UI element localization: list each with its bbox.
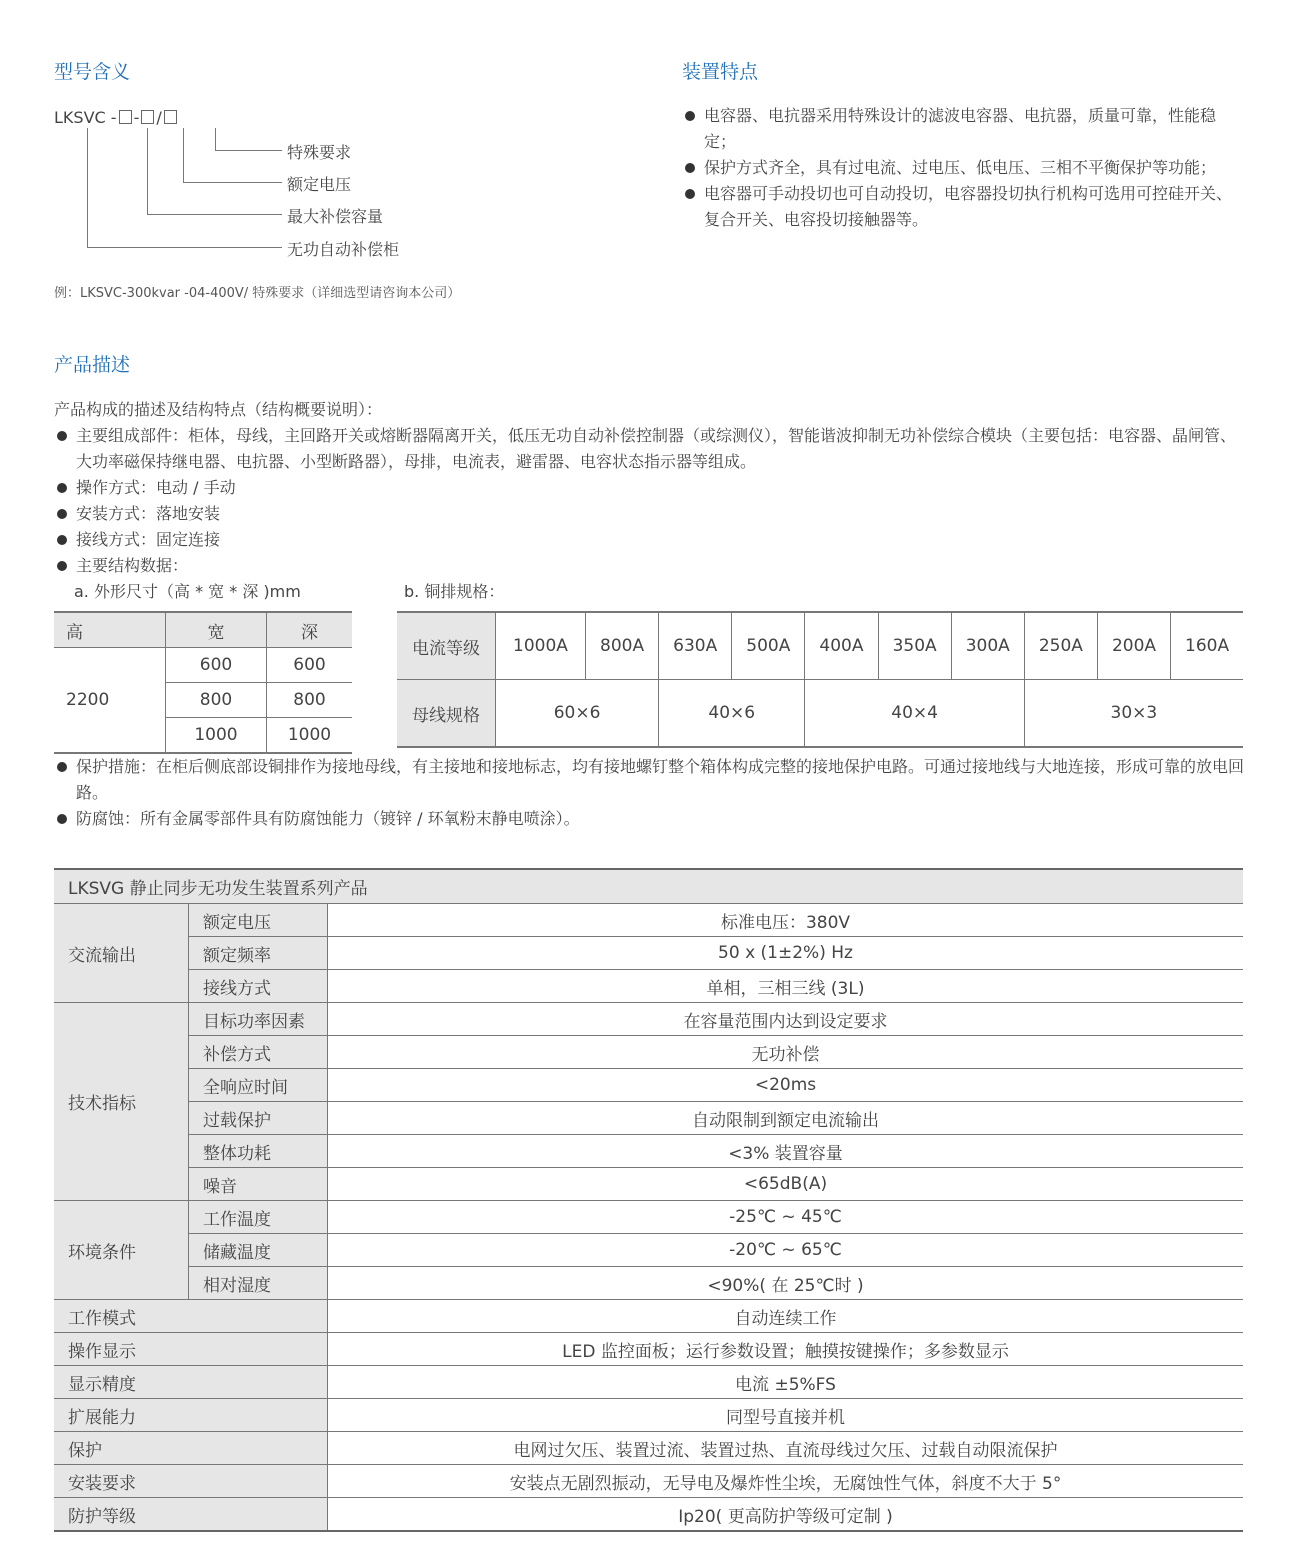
spec-row-label: 扩展能力 xyxy=(54,1399,328,1432)
spec-table-caption: LKSVG 静止同步无功发生装置系列产品 xyxy=(54,869,1243,904)
spec-row-value: 自动连续工作 xyxy=(328,1300,1244,1333)
model-code-prefix: LKSVC xyxy=(54,108,106,127)
description-list xyxy=(54,423,1244,579)
busbar-caption: b. 铜排规格： xyxy=(404,582,505,601)
dims-cell: 600 xyxy=(166,648,267,683)
dims-header-depth: 深 xyxy=(267,612,353,648)
dims-height-value: 2200 xyxy=(54,648,166,754)
spec-row-label: 额定电压 xyxy=(189,904,328,937)
feature-item: 保护方式齐全，具有过电流、过电压、低电压、三相不平衡保护等功能； xyxy=(682,155,1244,181)
model-code-sep: - xyxy=(133,108,140,127)
spec-row-value: 同型号直接并机 xyxy=(328,1399,1244,1432)
feature-item: 电容器、电抗器采用特殊设计的滤波电容器、电抗器，质量可靠，性能稳定； xyxy=(682,103,1244,155)
spec-row-value: -25℃ ~ 45℃ xyxy=(328,1201,1244,1234)
spec-row-value: 安装点无剧烈振动，无导电及爆炸性尘埃，无腐蚀性气体，斜度不大于 5° xyxy=(328,1465,1244,1498)
dims-cell: 800 xyxy=(267,683,353,718)
spec-row-label: 接线方式 xyxy=(189,970,328,1003)
spec-group-label: 环境条件 xyxy=(54,1201,189,1300)
busbar-table xyxy=(397,611,1243,748)
dims-header-height: 高 xyxy=(54,612,166,648)
description-intro: 产品构成的描述及结构特点（结构概要说明）： xyxy=(54,400,383,419)
spec-row-label: 保护 xyxy=(54,1432,328,1465)
spec-row-value: -20℃ ~ 65℃ xyxy=(328,1234,1244,1267)
model-meaning-title: 型号含义 xyxy=(54,61,131,83)
dims-cell: 1000 xyxy=(287,725,332,745)
bracket-line xyxy=(183,182,282,183)
bracket-line xyxy=(215,128,216,150)
dimensions-table xyxy=(54,611,352,754)
dims-cell: 1000 xyxy=(166,718,267,754)
bracket-line xyxy=(215,150,282,151)
spec-row-value: 自动限制到额定电流输出 xyxy=(328,1102,1244,1135)
spec-row-label: 相对湿度 xyxy=(189,1267,328,1300)
busbar-current: 300A xyxy=(951,612,1024,680)
spec-row-value: 单相，三相三线 (3L) xyxy=(328,970,1244,1003)
busbar-current: 350A xyxy=(878,612,951,680)
dims-header-width: 宽 xyxy=(166,612,267,648)
placeholder-box-icon xyxy=(141,110,154,124)
spec-row-value: <3% 装置容量 xyxy=(328,1135,1244,1168)
description-item: 接线方式：固定连接 xyxy=(54,527,1244,553)
feature-item: 电容器可手动投切也可自动投切，电容器投切执行机构可选用可控硅开关、复合开关、电容投切接触器等。 xyxy=(682,181,1244,233)
bracket-line xyxy=(87,128,88,247)
bracket-line xyxy=(87,247,282,248)
spec-row-label: 工作模式 xyxy=(54,1300,328,1333)
description-item: 防腐蚀：所有金属零部件具有防腐蚀能力（镀锌 / 环氧粉末静电喷涂）。 xyxy=(54,806,1244,832)
spec-row-label: 补偿方式 xyxy=(189,1036,328,1069)
spec-row-value: <90%( 在 25℃时 ) xyxy=(328,1267,1244,1300)
spec-row-label: 过载保护 xyxy=(189,1102,328,1135)
spec-row-value: Ip20( 更高防护等级可定制 ) xyxy=(678,1506,893,1527)
busbar-current: 630A xyxy=(659,612,732,680)
bracket-line xyxy=(183,128,184,182)
spec-row-value: 标准电压：380V xyxy=(328,904,1244,937)
busbar-spec: 30×3 xyxy=(1110,703,1158,723)
model-example: 例：LKSVC-300kvar -04-400V/ 特殊要求（详细选型请咨询本公司） xyxy=(54,286,461,301)
description-item: 主要组成部件：柜体，母线，主回路开关或熔断器隔离开关，低压无功自动补偿控制器（或综测仪），智能谐波抑制无功补偿综合模块（主要包括：电容器、晶闸管、大功率磁保持继电器、电抗器、小型断路器），母排，电流表，避雷器、电容状态指示器等组成。 xyxy=(54,423,1244,475)
spec-row-label: 储藏温度 xyxy=(189,1234,328,1267)
spec-group-label: 交流输出 xyxy=(54,904,189,1003)
busbar-current: 800A xyxy=(585,612,658,680)
spec-row-value: 电流 ±5%FS xyxy=(328,1366,1244,1399)
model-code xyxy=(54,108,179,127)
model-label: 特殊要求 xyxy=(287,143,352,162)
spec-row-label: 额定频率 xyxy=(189,937,328,970)
busbar-current: 250A xyxy=(1024,612,1097,680)
busbar-current-label: 电流等级 xyxy=(397,612,496,680)
busbar-current: 200A xyxy=(1097,612,1170,680)
spec-row-label: 全响应时间 xyxy=(189,1069,328,1102)
spec-row-label: 操作显示 xyxy=(54,1333,328,1366)
model-label: 最大补偿容量 xyxy=(287,207,384,226)
bracket-line xyxy=(147,128,148,214)
busbar-spec: 40×4 xyxy=(805,680,1024,748)
spec-row-label: 安装要求 xyxy=(54,1465,328,1498)
placeholder-box-icon xyxy=(164,110,177,124)
busbar-current: 1000A xyxy=(496,612,586,680)
placeholder-box-icon xyxy=(119,110,132,124)
features-list xyxy=(682,103,1244,233)
model-code-sep: / xyxy=(156,108,162,127)
spec-row-value: 在容量范围内达到设定要求 xyxy=(328,1003,1244,1036)
busbar-spec: 60×6 xyxy=(496,680,659,748)
model-code-sep: - xyxy=(110,108,117,127)
description-item: 主要结构数据： xyxy=(54,553,1244,579)
spec-row-label: 整体功耗 xyxy=(189,1135,328,1168)
spec-row-label: 工作温度 xyxy=(189,1201,328,1234)
busbar-current: 400A xyxy=(805,612,878,680)
dims-caption: a. 外形尺寸（高 * 宽 * 深 )mm xyxy=(74,582,301,601)
spec-row-label: 噪音 xyxy=(189,1168,328,1201)
bracket-line xyxy=(147,214,282,215)
spec-row-value: <20ms xyxy=(328,1069,1244,1102)
spec-row-label: 目标功率因素 xyxy=(189,1003,328,1036)
description-title: 产品描述 xyxy=(54,354,131,376)
description-item: 保护措施：在柜后侧底部设铜排作为接地母线，有主接地和接地标志，均有接地螺钉整个箱体构成完整的接地保护电路。可通过接地线与大地连接，形成可靠的放电回路。 xyxy=(54,754,1244,806)
description-item: 安装方式：落地安装 xyxy=(54,501,1244,527)
spec-row-value: 电网过欠压、装置过流、装置过热、直流母线过欠压、过载自动限流保护 xyxy=(328,1432,1244,1465)
spec-group-label: 技术指标 xyxy=(54,1003,189,1201)
dims-cell: 600 xyxy=(267,648,353,683)
model-label: 无功自动补偿柜 xyxy=(287,240,400,259)
spec-row-value: 50 x (1±2%) Hz xyxy=(328,937,1244,970)
model-label: 额定电压 xyxy=(287,175,352,194)
dims-cell: 800 xyxy=(166,683,267,718)
busbar-spec: 40×6 xyxy=(659,680,805,748)
description-item: 操作方式：电动 / 手动 xyxy=(54,475,1244,501)
spec-row-value: 无功补偿 xyxy=(328,1036,1244,1069)
spec-row-value: LED 监控面板；运行参数设置；触摸按键操作；多参数显示 xyxy=(328,1333,1244,1366)
spec-row-value: <65dB(A) xyxy=(328,1168,1244,1201)
spec-row-label: 显示精度 xyxy=(54,1366,328,1399)
spec-row-label: 防护等级 xyxy=(54,1498,328,1532)
description-list-2 xyxy=(54,754,1244,832)
spec-table xyxy=(54,868,1243,1532)
busbar-spec-label: 母线规格 xyxy=(397,680,496,748)
features-title: 装置特点 xyxy=(682,61,759,83)
busbar-current: 500A xyxy=(732,612,805,680)
busbar-current: 160A xyxy=(1171,612,1243,680)
